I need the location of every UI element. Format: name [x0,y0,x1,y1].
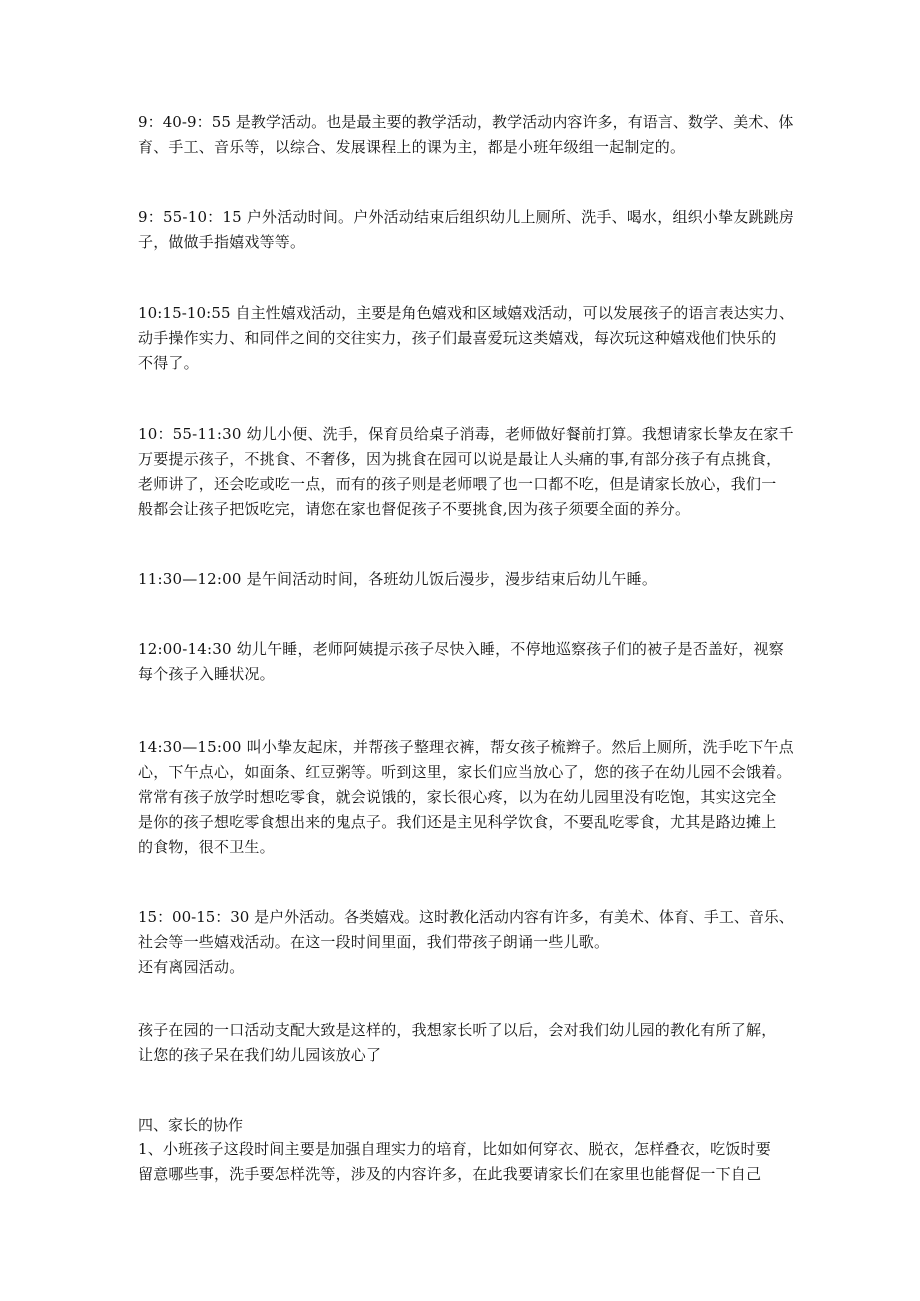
text-line: 1、小班孩子这段时间主要是加强自理实力的培育，比如如何穿衣、脱衣，怎样叠衣，吃饭时要 [138,1140,771,1158]
text-line: 15：00-15：30 是户外活动。各类嬉戏。这时教化活动内容有许多，有美术、体育、手工、音乐、 [138,908,794,926]
text-line: 孩子在园的一口活动支配大致是这样的，我想家长听了以后，会对我们幼儿园的教化有所了解， [138,1021,777,1039]
paragraph-lunch-prep [138,422,794,522]
text-line: 14:30—15:00 叫小挚友起床，并帮孩子整理衣裤，帮女孩子梳辫子。然后上厕所，洗手吃下午点 [138,738,794,756]
text-line: 10:15-10:55 自主性嬉戏活动，主要是角色嬉戏和区域嬉戏活动，可以发展孩子的语言表达实力、 [138,304,795,322]
text-line: 12:00-14:30 幼儿午睡，老师阿姨提示孩子尽快入睡，不停地巡察孩子们的被子是否盖好，视察 [138,640,784,658]
paragraph-free-play [138,301,794,376]
text-line: 不得了。 [138,354,199,372]
text-line: 子，做做手指嬉戏等等。 [138,233,306,251]
text-line: 还有离园活动。 [138,958,245,976]
text-line: 心，下午点心，如面条、红豆粥等。听到这里，家长们应当放心了，您的孩子在幼儿园不会饿着。 [138,763,792,781]
paragraph-teaching-activity [138,110,794,160]
paragraph-summary [138,1018,794,1068]
text-line: 9：55-10：15 户外活动时间。户外活动结束后组织幼儿上厕所、洗手、喝水，组织小挚友跳跳房 [138,208,795,226]
paragraph-midday [138,567,794,592]
paragraph-wake-up [138,735,794,860]
text-line: 社会等一些嬉戏活动。在这一段时间里面，我们带孩子朗诵一些儿歌。 [138,933,610,951]
text-line: 老师讲了，还会吃或吃一点，而有的孩子则是老师喂了也一口都不吃，但是请家长放心，我们一 [138,475,777,493]
paragraph-outdoor-activity [138,205,794,255]
text-line: 常常有孩子放学时想吃零食，就会说饿的，家长很心疼，以为在幼儿园里没有吃饱，其实这完全 [138,788,777,806]
text-line: 万要提示孩子，不挑食、不奢侈，因为挑食在园可以说是最让人头痛的事,有部分孩子有点挑食， [138,450,782,468]
text-line: 9：40-9：55 是教学活动。也是最主要的教学活动，教学活动内容许多，有语言、数学、美术、体 [138,113,794,131]
text-line: 动手操作实力、和同伴之间的交往实力，孩子们最喜爱玩这类嬉戏，每次玩这种嬉戏他们快乐的 [138,329,777,347]
paragraph-parent-cooperation [138,1137,794,1187]
text-line: 11:30—12:00 是午间活动时间，各班幼儿饭后漫步，漫步结束后幼儿午睡。 [138,570,658,588]
text-line: 每个孩子入睡状况。 [138,665,275,683]
section-heading: 四、家长的协作 [138,1116,244,1134]
text-line: 让您的孩子呆在我们幼儿园该放心了 [138,1046,382,1064]
text-line: 留意哪些事，洗手要怎样洗等，涉及的内容许多，在此我要请家长们在家里也能督促一下自己 [138,1165,762,1183]
text-line: 育、手工、音乐等，以综合、发展课程上的课为主，都是小班年级组一起制定的。 [138,138,686,156]
text-line: 10：55-11:30 幼儿小便、洗手，保育员给桌子消毒，老师做好餐前打算。我想请家长挚友在家千 [138,425,794,443]
text-line: 般都会让孩子把饭吃完，请您在家也督促孩子不要挑食,因为孩子须要全面的养分。 [138,500,691,518]
text-line: 的食物，很不卫生。 [138,838,275,856]
paragraph-nap [138,637,794,687]
paragraph-afternoon-outdoor [138,905,794,980]
text-line: 是你的孩子想吃零食想出来的鬼点子。我们还是主见科学饮食，不要乱吃零食，尤其是路边摊上 [138,813,777,831]
